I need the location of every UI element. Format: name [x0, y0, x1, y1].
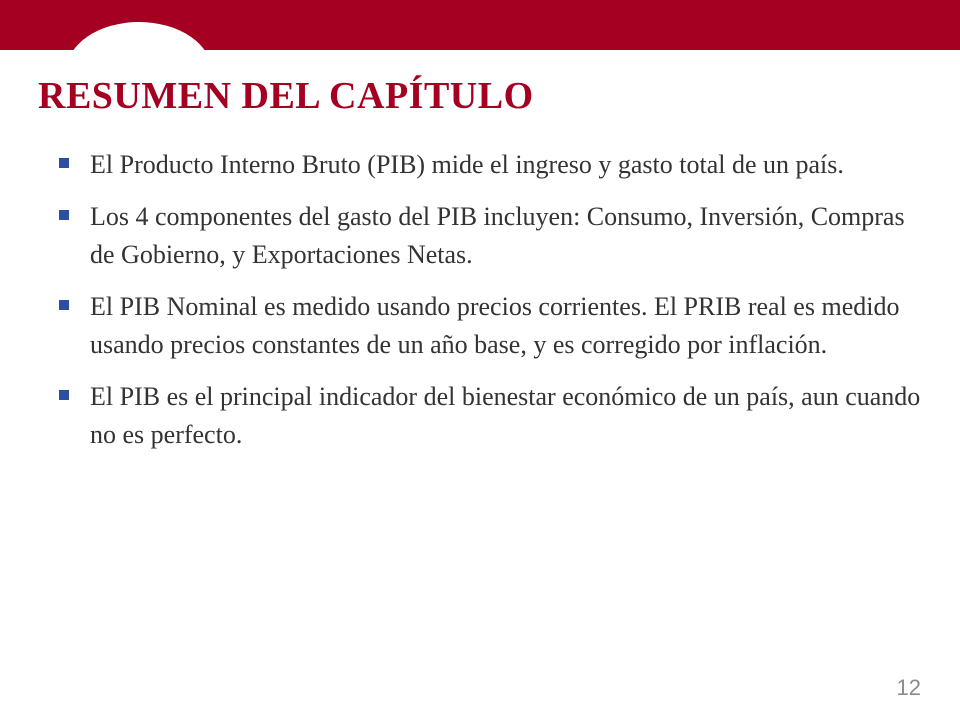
- square-bullet-icon: [59, 158, 69, 168]
- bullet-item: [56, 146, 926, 184]
- bullet-item: [56, 288, 926, 364]
- bullet-list: [56, 146, 926, 468]
- square-bullet-icon: [59, 210, 69, 220]
- slide-title: RESUMEN DEL CAPÍTULO: [38, 75, 534, 117]
- bullet-text: El PIB es el principal indicador del bienestar económico de un país, aun cuando no es perfecto.: [90, 382, 921, 449]
- bullet-item: [56, 198, 926, 274]
- bullet-item: [56, 378, 926, 454]
- page-number: 12: [896, 675, 921, 700]
- bullet-text: El Producto Interno Bruto (PIB) mide el ingreso y gasto total de un país.: [90, 150, 844, 179]
- square-bullet-icon: [59, 390, 69, 400]
- bullet-text: Los 4 componentes del gasto del PIB incluyen: Consumo, Inversión, Compras de Gobierno, y Exportaciones Netas.: [90, 202, 905, 269]
- bullet-text: El PIB Nominal es medido usando precios corrientes. El PRIB real es medido usando precios constantes de un año base, y es corregido por inflación.: [90, 292, 900, 359]
- square-bullet-icon: [59, 300, 69, 310]
